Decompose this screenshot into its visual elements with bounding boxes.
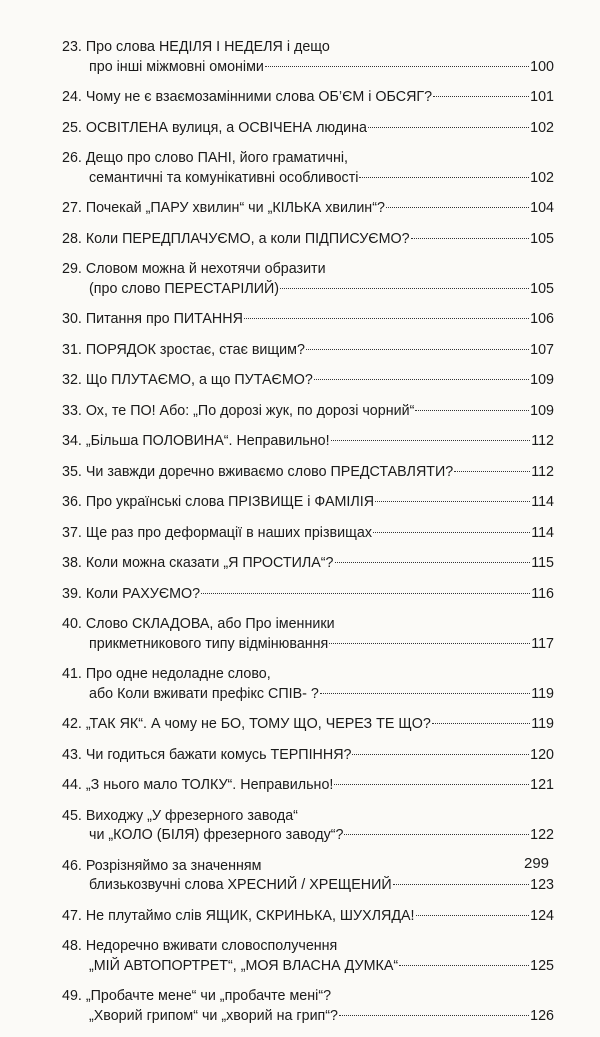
toc-entry-title-line: 32. Що ПЛУТАЄМО, а що ПУТАЄМО? — [62, 372, 313, 388]
toc-entry-leader-row — [62, 685, 554, 705]
toc-entry-leader-row — [62, 776, 554, 796]
toc-entry-title-line: 44. „З нього мало ТОЛКУ“. Неправильно! — [62, 777, 334, 793]
toc-entry-page: 109 — [530, 372, 554, 388]
toc-entry-page: 121 — [530, 777, 554, 793]
toc-entry-title-line: семантичні та комунікативні особливості — [89, 169, 359, 186]
dot-leader — [359, 177, 529, 178]
toc-entry-page: 114 — [531, 494, 554, 510]
dot-leader — [433, 96, 529, 97]
toc-entry-page: 112 — [531, 463, 554, 480]
toc-entry — [62, 230, 554, 250]
toc-entry — [62, 665, 554, 704]
dot-leader — [335, 562, 531, 563]
toc-entry-page: 125 — [530, 957, 554, 974]
toc-entry-title-line: 33. Ох, те ПО! Або: „По дорозі жук, по дорозі чорний“ — [62, 402, 415, 419]
dot-leader — [373, 532, 530, 533]
toc-entry-leader-row — [62, 402, 554, 422]
toc-entry — [62, 38, 554, 77]
dot-leader — [331, 440, 531, 441]
toc-entry-title-line: 36. Про українські слова ПРІЗВИЩЕ і ФАМІЛІЯ — [62, 494, 375, 510]
dot-leader — [399, 965, 529, 966]
toc-entry-title-line: „МІЙ АВТОПОРТРЕТ“, „МОЯ ВЛАСНА ДУМКА“ — [89, 957, 399, 974]
toc-entry-title-line: 47. Не плутаймо слів ЯЩИК, СКРИНЬКА, ШУХЛЯДА! — [62, 907, 415, 924]
toc-entry-title-line: 46. Розрізняймо за значенням — [62, 857, 262, 874]
dot-leader — [344, 834, 529, 835]
toc-entry-leader-row — [62, 432, 554, 452]
dot-leader — [280, 288, 529, 289]
toc-entry-page: 119 — [531, 716, 554, 732]
dot-leader — [368, 127, 529, 128]
toc-entry — [62, 807, 554, 846]
toc-entry-title-line: прикметникового типу відмінювання — [89, 635, 329, 652]
toc-entry — [62, 776, 554, 796]
toc-entry-page: 123 — [530, 877, 554, 893]
dot-leader — [415, 410, 529, 411]
toc-entry-page: 116 — [531, 585, 554, 602]
toc-entry — [62, 463, 554, 483]
toc-entry — [62, 199, 554, 219]
toc-entry-leader-row — [62, 746, 554, 766]
toc-entry-leader-row — [62, 715, 554, 735]
toc-entry-page: 107 — [530, 341, 554, 358]
dot-leader — [201, 593, 530, 594]
toc-entry-page: 114 — [531, 524, 554, 541]
toc-entry-title-line: 30. Питання про ПИТАННЯ — [62, 311, 243, 327]
dot-leader — [432, 723, 530, 724]
toc-entry-leader-row — [62, 585, 554, 605]
toc-entry-page: 105 — [530, 280, 554, 297]
toc-entry-page: 119 — [531, 685, 554, 702]
toc-entry-title-line: 42. „ТАК ЯК“. А чому не БО, ТОМУ ЩО, ЧЕРЕЗ ТЕ ЩО? — [62, 716, 431, 732]
toc-entry-leader-row — [62, 199, 554, 219]
toc-entry-title-line: 26. Дещо про слово ПАНІ, його граматичні, — [62, 150, 349, 166]
toc-entry — [62, 310, 554, 330]
toc-entry-page: 105 — [530, 230, 554, 247]
dot-leader — [306, 349, 529, 350]
toc-entry-title-line: (про слово ПЕРЕСТАРІЛИЙ) — [89, 280, 280, 297]
toc-entry-page: 126 — [530, 1007, 554, 1024]
toc-entry-title-line: 45. Виходжу „У фрезерного завода“ — [62, 807, 298, 824]
toc-entry-title-line: 41. Про одне недоладне слово, — [62, 666, 271, 682]
toc-entry — [62, 119, 554, 139]
toc-entry-leader-row — [62, 826, 554, 846]
toc-entry-title-line: 39. Коли РАХУЄМО? — [62, 585, 201, 602]
toc-entry — [62, 432, 554, 452]
toc-entry — [62, 371, 554, 391]
toc-entry — [62, 524, 554, 544]
toc-entry — [62, 260, 554, 299]
toc-entry-page: 122 — [530, 827, 554, 843]
toc-entry — [62, 493, 554, 513]
toc-entry-leader-row — [62, 524, 554, 544]
dot-leader — [314, 379, 529, 380]
toc-entry-page: 104 — [530, 200, 554, 216]
toc-entry-leader-row — [62, 280, 554, 300]
toc-entry-title-line: 25. ОСВІТЛЕНА вулиця, а ОСВІЧЕНА людина — [62, 119, 367, 136]
toc-entry-title-line: 34. „Більша ПОЛОВИНА“. Неправильно! — [62, 433, 330, 449]
toc-entry-title-line: чи „КОЛО (БІЛЯ) фрезерного заводу“? — [89, 827, 344, 843]
toc-entry-title-line: 31. ПОРЯДОК зростає, стає вищим? — [62, 341, 305, 358]
dot-leader — [244, 318, 529, 319]
toc-entry-title-line: 43. Чи годиться бажати комусь ТЕРПІННЯ? — [62, 746, 352, 763]
toc-entry-title-line: про інші міжмовні омоніми — [89, 58, 264, 75]
toc-entry — [62, 937, 554, 976]
dot-leader — [352, 754, 529, 755]
toc-entry-page: 115 — [531, 555, 554, 571]
dot-leader — [393, 884, 529, 885]
toc-entry-leader-row — [62, 169, 554, 189]
toc-entry-title-line: 40. Слово СКЛАДОВА, або Про іменники — [62, 616, 335, 632]
dot-leader — [411, 238, 530, 239]
toc-entry-leader-row — [62, 371, 554, 391]
toc-entry-page: 100 — [530, 58, 554, 75]
toc-entry-leader-row — [62, 463, 554, 483]
toc-entry — [62, 715, 554, 735]
toc-entry-title-line: 23. Про слова НЕДІЛЯ І НЕДЕЛЯ і дещо — [62, 39, 330, 55]
dot-leader — [329, 643, 530, 644]
toc-entry — [62, 554, 554, 574]
toc-entry-page: 120 — [530, 746, 554, 763]
page-number: 299 — [524, 855, 550, 872]
toc-entry — [62, 857, 554, 896]
toc-entry-page: 124 — [530, 907, 554, 924]
toc-entry-page: 109 — [530, 402, 554, 419]
toc-entry-title-line: близькозвучні слова ХРЕСНИЙ / ХРЕЩЕНИЙ — [89, 877, 392, 893]
toc-entry-leader-row — [62, 341, 554, 361]
toc-entry-title-line: „Хворий грипом“ чи „хворий на грип“? — [89, 1007, 339, 1024]
toc-entry-leader-row — [62, 907, 554, 927]
toc-entry-title-line: або Коли вживати префікс СПІВ- ? — [89, 685, 319, 702]
toc-entry-title-line: 48. Недоречно вживати словосполучення — [62, 938, 338, 954]
toc-entry-leader-row — [62, 554, 554, 574]
toc-entry-title-line: 28. Коли ПЕРЕДПЛАЧУЄМО, а коли ПІДПИСУЄМО? — [62, 230, 410, 247]
toc-entry-leader-row — [62, 876, 554, 896]
toc-entry — [62, 341, 554, 361]
toc-entry-title-line: 29. Словом можна й нехотячи образити — [62, 261, 326, 277]
toc-entry-title-line: 27. Почекай „ПАРУ хвилин“ чи „КІЛЬКА хвилин“? — [62, 200, 385, 216]
dot-leader — [454, 471, 530, 472]
toc-entry — [62, 746, 554, 766]
toc-entry — [62, 987, 554, 1026]
toc-entry-leader-row — [62, 88, 554, 108]
dot-leader — [334, 784, 529, 785]
toc-entry-leader-row — [62, 957, 554, 977]
toc-entry-title-line: 24. Чому не є взаємозамінними слова ОБ’ЄМ і ОБСЯГ? — [62, 89, 433, 105]
toc-entry — [62, 88, 554, 108]
toc-entry-page: 117 — [531, 635, 554, 652]
toc-entry — [62, 585, 554, 605]
toc-entry-page: 102 — [530, 119, 554, 136]
toc-entry-title-line: 35. Чи завжди доречно вживаємо слово ПРЕДСТАВЛЯТИ? — [62, 463, 454, 480]
toc-entry-leader-row — [62, 493, 554, 513]
toc-entry — [62, 615, 554, 654]
toc-entry-page: 101 — [530, 89, 554, 105]
toc-entry-leader-row — [62, 310, 554, 330]
toc-entry-page: 102 — [530, 169, 554, 186]
dot-leader — [320, 693, 530, 694]
dot-leader — [265, 66, 529, 67]
toc-entry-leader-row — [62, 119, 554, 139]
dot-leader — [386, 207, 529, 208]
dot-leader — [339, 1015, 529, 1016]
toc-entry — [62, 149, 554, 188]
toc-entry-leader-row — [62, 635, 554, 655]
toc-entry — [62, 402, 554, 422]
toc-entry — [62, 907, 554, 927]
toc-entry-page: 112 — [531, 433, 554, 449]
toc-entry-leader-row — [62, 230, 554, 250]
dot-leader — [416, 915, 530, 916]
toc-entry-title-line: 49. „Пробачте мене“ чи „пробачте мені“? — [62, 988, 332, 1004]
toc-entry-page: 106 — [530, 311, 554, 327]
toc-entry-title-line: 37. Ще раз про деформації в наших прізвищах — [62, 524, 372, 541]
toc-entry-leader-row — [62, 58, 554, 78]
toc-entry-leader-row — [62, 1007, 554, 1027]
table-of-contents — [62, 38, 554, 1037]
dot-leader — [375, 501, 530, 502]
toc-entry-title-line: 38. Коли можна сказати „Я ПРОСТИЛА“? — [62, 555, 334, 571]
